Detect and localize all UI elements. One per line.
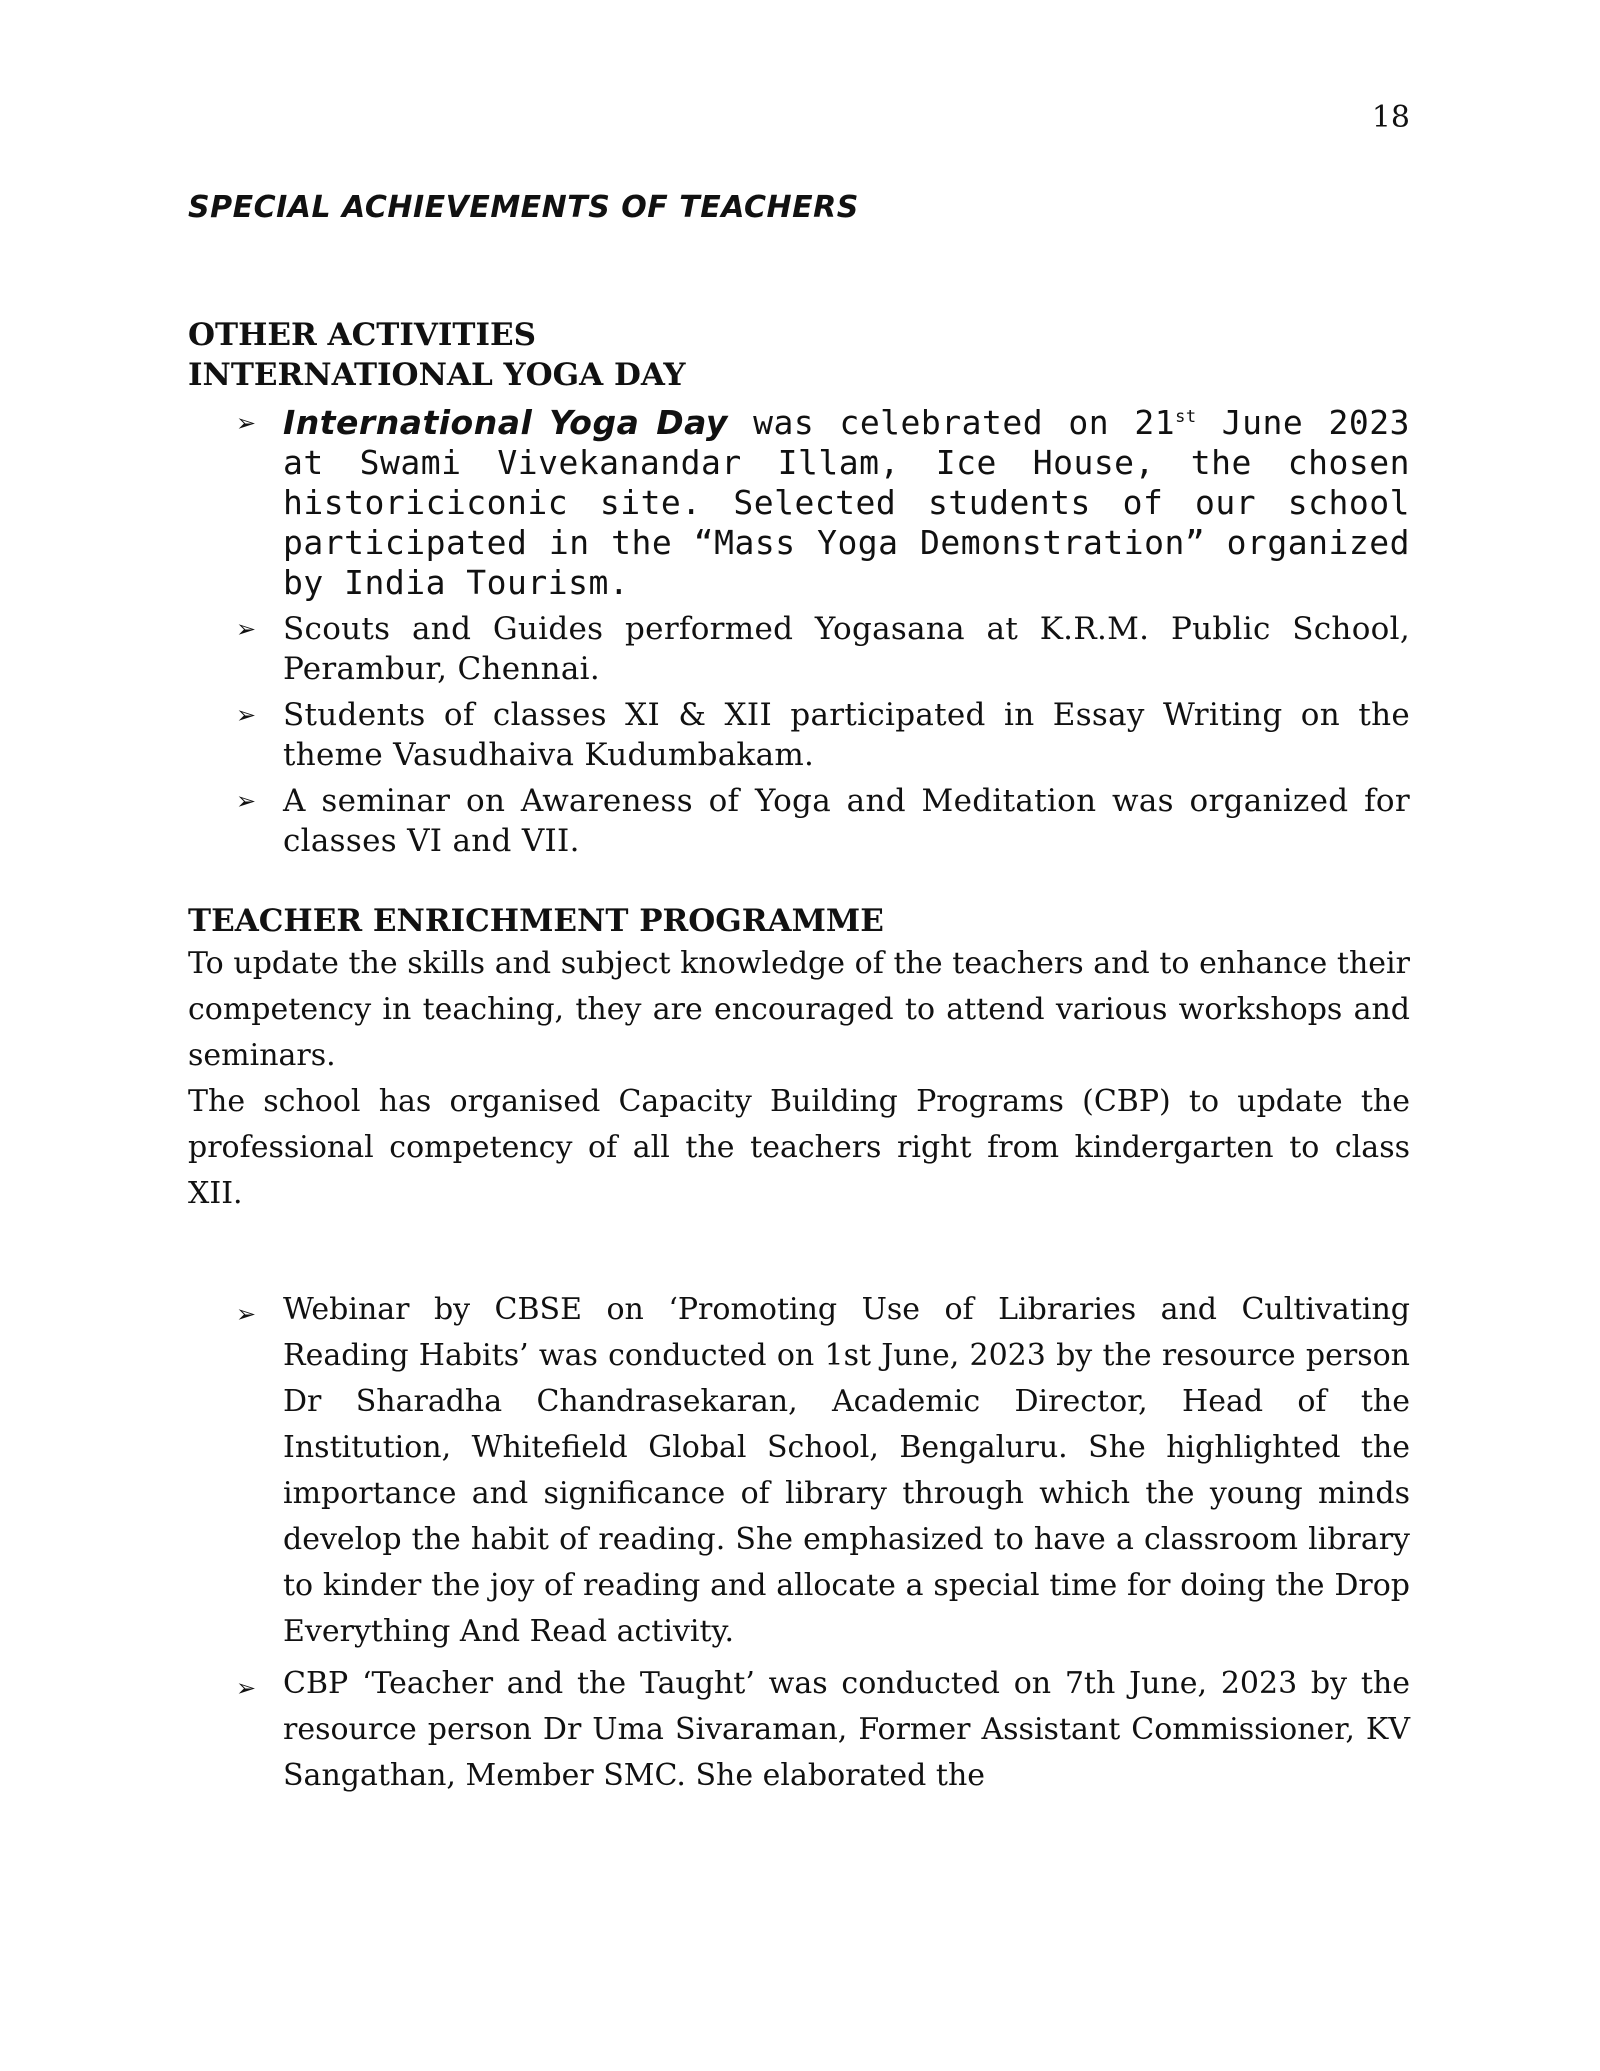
list-item-text: CBP ‘Teacher and the Taught’ was conducted on 7th June, 2023 by the resource person Dr Uma Sivaraman, Former Assistant Commissioner, KV Sangathan, Member SMC. She elaborated the <box>283 1666 1410 1793</box>
page-content <box>188 190 1410 1805</box>
yoga-day-heading: INTERNATIONAL YOGA DAY <box>188 357 686 393</box>
list-item <box>188 781 1410 861</box>
page-number: 18 <box>1371 100 1410 135</box>
list-item <box>188 1287 1410 1655</box>
list-item-text: Webinar by CBSE on ‘Promoting Use of Libraries and Cultivating Reading Habits’ was conducted on 1st June, 2023 by the resource person Dr Sharadha Chandrasekaran, Academic Director, Head of the Institution, Whitefield Global School, Bengaluru. She highlighted the importance and significance of library through which the young minds develop the habit of reading. She emphasized to have a classroom library to kinder the joy of reading and allocate a special time for doing the Drop Everything And Read activity. <box>283 1292 1410 1649</box>
list-item-text: Students of classes XI & XII participated in Essay Writing on the theme Vasudhaiva Kudumbakam. <box>283 697 1410 773</box>
enrichment-paragraph: To update the skills and subject knowledge of the teachers and to enhance their competency in teaching, they are encouraged to attend various workshops and seminars. <box>188 946 1410 1073</box>
cbp-list <box>188 1287 1410 1799</box>
yoga-day-text-start: was celebrated on 21 <box>727 403 1176 442</box>
arrow-bullet-icon: ➢ <box>236 1674 257 1702</box>
list-item <box>188 1661 1410 1799</box>
yoga-day-text-end: June 2023 at Swami Vivekanandar Illam, Ice House, the chosen historiciconic site. Selected students of our school participated in the “Mass Yoga Demonstration” organized by India Tourism. <box>283 403 1410 602</box>
arrow-bullet-icon: ➢ <box>236 409 257 437</box>
cbp-paragraph: The school has organised Capacity Building Programs (CBP) to update the professional competency of all the teachers right from kindergarten to class XII. <box>188 1084 1410 1211</box>
ordinal-suffix: st <box>1175 407 1197 427</box>
list-item-text: Scouts and Guides performed Yogasana at K.R.M. Public School, Perambur, Chennai. <box>283 611 1410 687</box>
list-item <box>188 609 1410 689</box>
arrow-bullet-icon: ➢ <box>236 615 257 643</box>
teacher-enrichment-heading: TEACHER ENRICHMENT PROGRAMME <box>188 903 884 939</box>
list-item-text: A seminar on Awareness of Yoga and Meditation was organized for classes VI and VII. <box>283 783 1410 859</box>
list-item <box>188 695 1410 775</box>
yoga-day-emphasis: International Yoga Day <box>283 403 728 442</box>
special-achievements-heading: SPECIAL ACHIEVEMENTS OF TEACHERS <box>188 190 859 225</box>
arrow-bullet-icon: ➢ <box>236 701 257 729</box>
yoga-activities-list <box>188 403 1410 861</box>
arrow-bullet-icon: ➢ <box>236 1300 257 1328</box>
arrow-bullet-icon: ➢ <box>236 787 257 815</box>
other-activities-heading: OTHER ACTIVITIES <box>188 317 536 353</box>
list-item <box>188 403 1410 603</box>
